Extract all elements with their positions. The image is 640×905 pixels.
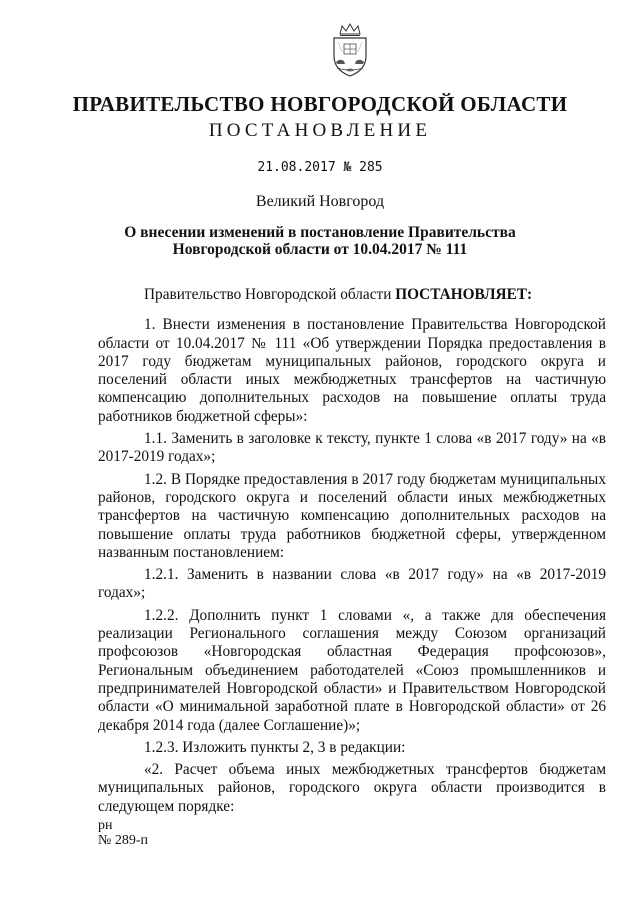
- document-type: ПОСТАНОВЛЕНИЕ: [208, 120, 432, 141]
- intro-resolution-word: ПОСТАНОВЛЯЕТ:: [395, 286, 533, 303]
- government-title: ПРАВИТЕЛЬСТВО НОВГОРОДСКОЙ ОБЛАСТИ: [72, 92, 568, 116]
- paragraph-2-quote: «2. Расчет объема иных межбюджетных трансфертов бюджетам муниципальных районов, городского округа области производится в следующем порядке:: [98, 761, 606, 815]
- paragraph-1: 1. Внести изменения в постановление Правительства Новгородской области от 10.04.2017 № 111 «Об утверждении Порядка предоставления в 2017 году бюджетам муниципальных районов, городского округа и поселений области иных межбюджетных трансфертов на частичную компенсацию дополнительных расходов на повышение оплаты труда работников бюджетной сферы»:: [98, 316, 606, 425]
- paragraph-1-2: 1.2. В Порядке предоставления в 2017 году бюджетам муниципальных районов, городского округа и поселений области иных межбюджетных трансфертов на частичную компенсацию дополнительных расходов на повышение оплаты труда работников бюджетной сферы, утвержденном названным постановлением:: [98, 470, 606, 561]
- intro-paragraph: [98, 286, 606, 304]
- document-subject: О внесении изменений в постановление Правительства Новгородской области от 10.04.2017 № 111: [124, 224, 516, 258]
- document-footer: [98, 818, 148, 848]
- document-city: Великий Новгород: [255, 193, 385, 210]
- footer-reference: № 289-п: [98, 833, 149, 848]
- paragraph-1-2-1: 1.2.1. Заменить в названии слова «в 2017 году» на «в 2017-2019 годах»;: [98, 566, 606, 602]
- footer-initials: рн: [98, 818, 113, 833]
- document-date-number: 21.08.2017 № 285: [257, 160, 383, 175]
- coat-of-arms-icon: [328, 22, 372, 78]
- document-body: [98, 286, 606, 820]
- paragraph-1-2-3: 1.2.3. Изложить пункты 2, 3 в редакции:: [144, 738, 406, 756]
- intro-text: Правительство Новгородской области: [144, 286, 396, 303]
- paragraph-1-2-2: 1.2.2. Дополнить пункт 1 словами «, а также для обеспечения реализации Регионального соглашения между Союзом организаций профсоюзов «Новгородская областная Федерация профсоюзов», Региональным объединением работодателей «Союз промышленников и предпринимателей Новгородской области» и Правительством Новгородской области «О минимальной заработной плате в Новгородской области» от 26 декабря 2014 года (далее Соглашение)»;: [98, 606, 606, 734]
- paragraph-1-1: 1.1. Заменить в заголовке к тексту, пункте 1 слова «в 2017 году» на «в 2017-2019 годах»;: [98, 430, 606, 466]
